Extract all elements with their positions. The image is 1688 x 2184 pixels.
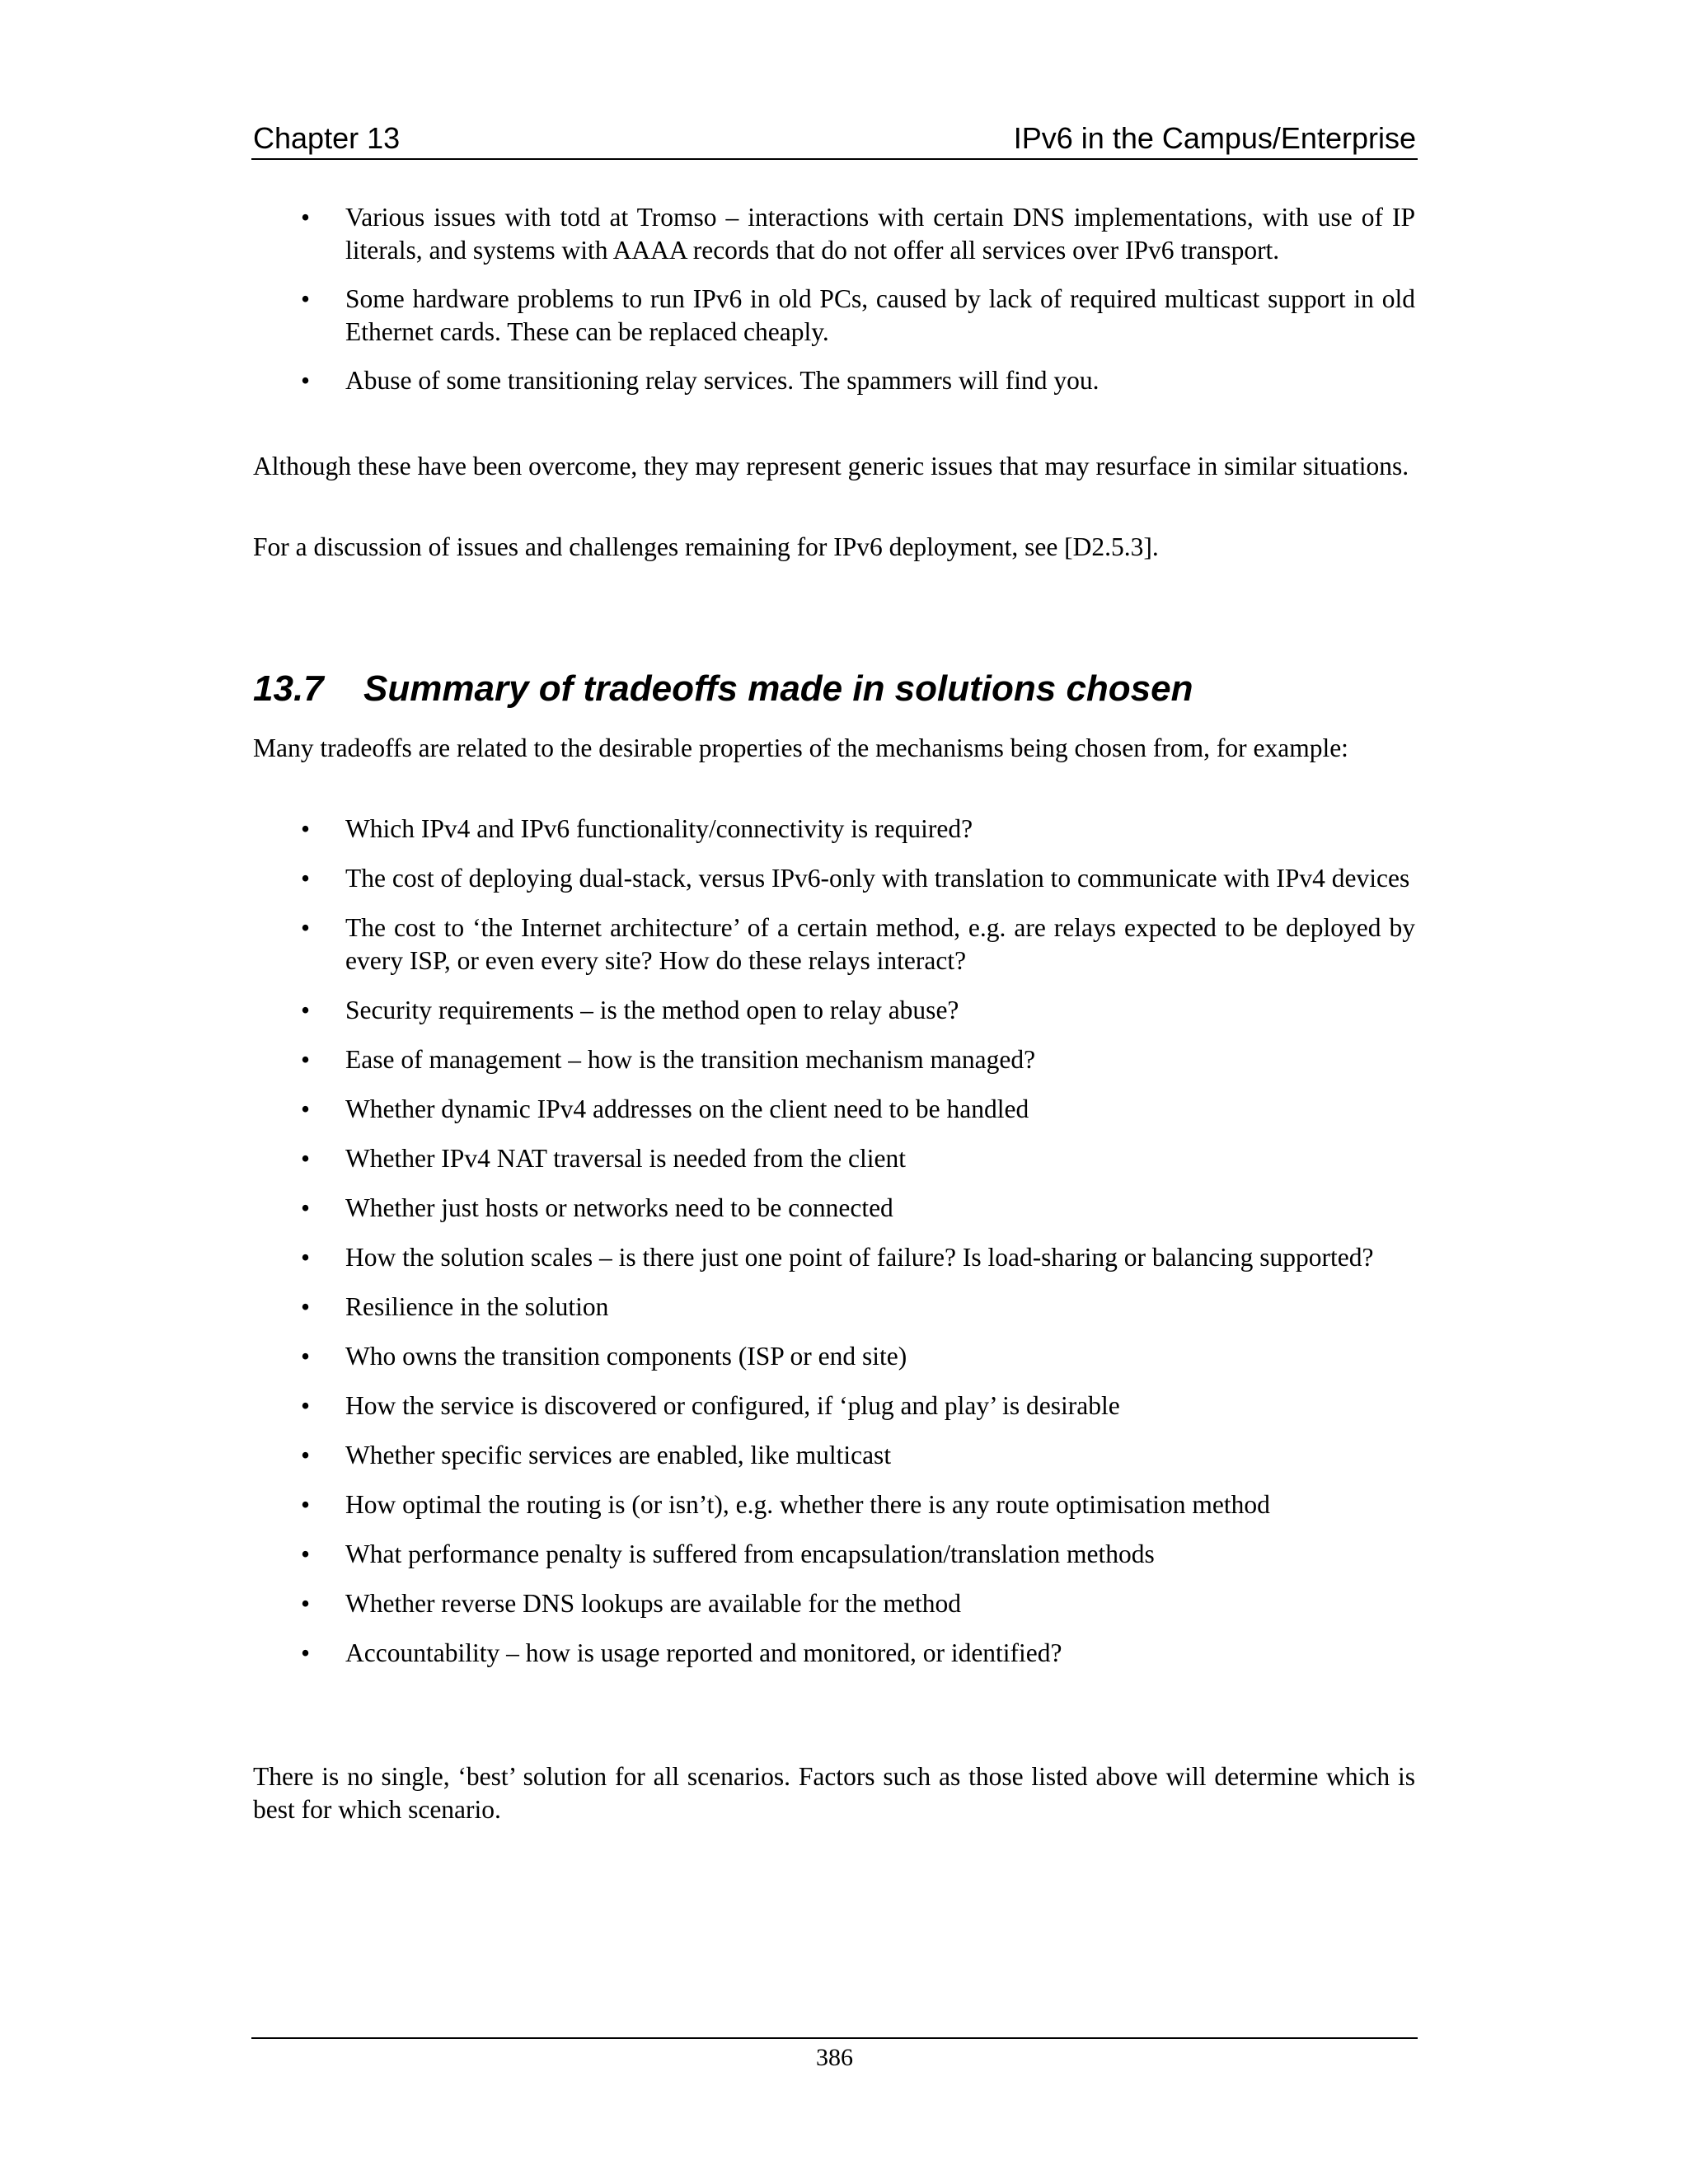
list-item-text: Ease of management – how is the transition mechanism managed? (345, 1045, 1036, 1074)
list-item: • Accountability – how is usage reported and monitored, or identified? (301, 1638, 1062, 1667)
list-item: • Security requirements – is the method open to relay abuse? (301, 996, 959, 1024)
list-item: • The cost of deploying dual-stack, versus IPv6-only with translation to communicate with IPv4 devices (301, 864, 1410, 893)
list-item-text: The cost to ‘the Internet architecture’ of a certain method, e.g. are relays expected to be deployed by every ISP, or even every site? How do these relays interact? (345, 913, 1415, 975)
paragraph: Although these have been overcome, they may represent generic issues that may resurface in similar situations. (253, 452, 1409, 480)
issues-list (253, 201, 1415, 397)
list-item-text: Resilience in the solution (345, 1292, 609, 1321)
list-item-text: Which IPv4 and IPv6 functionality/connectivity is required? (345, 814, 973, 843)
list-item-text: The cost of deploying dual-stack, versus IPv6-only with translation to communicate with IPv4 devices (345, 864, 1410, 893)
list-item-text: Whether reverse DNS lookups are available for the method (345, 1589, 961, 1618)
list-item-text: Some hardware problems to run IPv6 in old PCs, caused by lack of required multicast support in old Ethernet cards. These can be replaced cheaply. (345, 284, 1415, 346)
footer-rule (251, 2037, 1418, 2039)
list-item: • Whether just hosts or networks need to be connected (301, 1193, 893, 1222)
list-item: • Ease of management – how is the transition mechanism managed? (301, 1045, 1036, 1074)
section-title: Summary of tradeoffs made in solutions chosen (363, 668, 1193, 709)
list-item-text: Whether IPv4 NAT traversal is needed from the client (345, 1144, 906, 1173)
list-item-text: Whether just hosts or networks need to be connected (345, 1193, 893, 1222)
list-item: • The cost to ‘the Internet architecture’ of a certain method, e.g. are relays expected to be deployed by every ISP, or even every site? How do these relays interact? (301, 913, 1415, 975)
list-item: • Abuse of some transitioning relay services. The spammers will find you. (301, 366, 1100, 395)
list-item: • Various issues with totd at Tromso – interactions with certain DNS implementations, with use of IP literals, and systems with AAAA records that do not offer all services over IPv6 transport. (301, 203, 1415, 265)
list-item-text: How the solution scales – is there just one point of failure? Is load-sharing or balancing supported? (345, 1243, 1374, 1272)
list-item: • Some hardware problems to run IPv6 in old PCs, caused by lack of required multicast support in old Ethernet cards. These can be replaced cheaply. (301, 284, 1415, 346)
list-item: • How optimal the routing is (or isn’t), e.g. whether there is any route optimisation method (301, 1490, 1270, 1519)
list-item: • Whether IPv4 NAT traversal is needed from the client (301, 1144, 906, 1173)
list-item: • What performance penalty is suffered from encapsulation/translation methods (301, 1540, 1155, 1568)
list-item-text: Abuse of some transitioning relay services. The spammers will find you. (345, 366, 1100, 395)
list-item-text: Security requirements – is the method open to relay abuse? (345, 996, 959, 1024)
list-item-text: Who owns the transition components (ISP or end site) (345, 1342, 907, 1371)
list-item: • Who owns the transition components (ISP or end site) (301, 1342, 907, 1371)
list-item-text: How the service is discovered or configured, if ‘plug and play’ is desirable (345, 1391, 1120, 1420)
list-item-text: Whether specific services are enabled, like multicast (345, 1441, 892, 1469)
section-number: 13.7 (253, 668, 324, 709)
list-item: • Which IPv4 and IPv6 functionality/connectivity is required? (301, 814, 973, 843)
list-item: • How the solution scales – is there just one point of failure? Is load-sharing or balancing supported? (301, 1243, 1374, 1272)
list-item-text: Whether dynamic IPv4 addresses on the client need to be handled (345, 1094, 1029, 1123)
chapter-label: Chapter 13 (253, 121, 401, 155)
list-item: • Whether specific services are enabled, like multicast (301, 1441, 892, 1469)
running-header (251, 119, 1418, 160)
chapter-title: IPv6 in the Campus/Enterprise (1013, 121, 1416, 155)
list-item-text: Various issues with totd at Tromso – interactions with certain DNS implementations, with use of IP literals, and systems with AAAA records that do not offer all services over IPv6 transport. (345, 203, 1415, 265)
list-item: • Resilience in the solution (301, 1292, 609, 1321)
list-item: • Whether reverse DNS lookups are available for the method (301, 1589, 961, 1618)
tradeoffs-list (253, 813, 1415, 1670)
page-number: 386 (816, 2044, 853, 2071)
section-heading (253, 666, 1415, 712)
list-item: • Whether dynamic IPv4 addresses on the client need to be handled (301, 1094, 1029, 1123)
section-intro: Many tradeoffs are related to the desirable properties of the mechanisms being chosen from, for example: (253, 733, 1348, 762)
list-item: • How the service is discovered or configured, if ‘plug and play’ is desirable (301, 1391, 1120, 1420)
list-item-text: Accountability – how is usage reported and monitored, or identified? (345, 1638, 1062, 1667)
list-item-text: What performance penalty is suffered from encapsulation/translation methods (345, 1540, 1155, 1568)
list-item-text: How optimal the routing is (or isn’t), e.g. whether there is any route optimisation method (345, 1490, 1270, 1519)
conclusion-paragraph: There is no single, ‘best’ solution for all scenarios. Factors such as those listed above will determine which is best for which scenario. (253, 1762, 1415, 1824)
paragraph: For a discussion of issues and challenges remaining for IPv6 deployment, see [D2.5.3]. (253, 532, 1159, 561)
